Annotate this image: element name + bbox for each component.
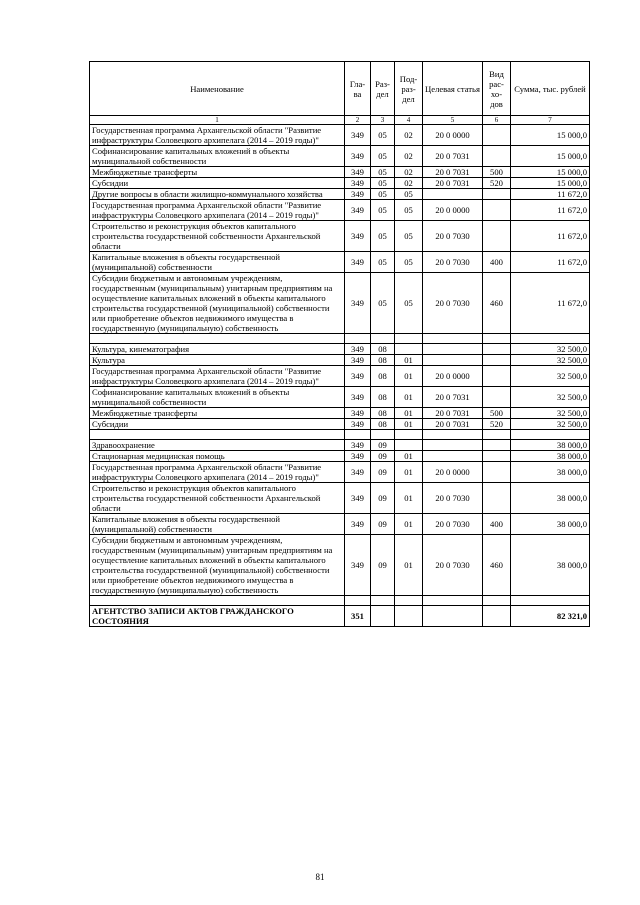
- empty-cell: [345, 596, 371, 606]
- row-section-cell: 09: [371, 535, 395, 596]
- row-section-cell: 05: [371, 178, 395, 189]
- row-expense-type-cell: 400: [483, 514, 511, 535]
- table-row: [90, 355, 590, 366]
- row-expense-type-cell: [483, 146, 511, 167]
- row-sum-cell: 32 500,0: [511, 387, 590, 408]
- empty-cell: [371, 334, 395, 344]
- row-chapter-cell: 349: [345, 167, 371, 178]
- row-section-cell: 08: [371, 366, 395, 387]
- row-expense-type-cell: 460: [483, 535, 511, 596]
- row-sum-cell: 11 672,0: [511, 221, 590, 252]
- row-subsection-cell: 01: [395, 483, 423, 514]
- row-sum-cell: 82 321,0: [511, 606, 590, 627]
- table-row: [90, 440, 590, 451]
- row-sum-cell: 15 000,0: [511, 146, 590, 167]
- column-number: 5: [423, 116, 483, 125]
- row-subsection-cell: [395, 606, 423, 627]
- row-expense-type-cell: [483, 344, 511, 355]
- empty-cell: [90, 334, 345, 344]
- row-sum-cell: 32 500,0: [511, 344, 590, 355]
- row-expense-type-cell: [483, 355, 511, 366]
- row-sum-cell: 38 000,0: [511, 451, 590, 462]
- row-target-article-cell: 20 0 7030: [423, 483, 483, 514]
- row-subsection-cell: [395, 344, 423, 355]
- empty-cell: [90, 430, 345, 440]
- row-section-cell: 09: [371, 462, 395, 483]
- empty-cell: [423, 430, 483, 440]
- row-name-cell: Другие вопросы в области жилищно-коммунального хозяйства: [90, 189, 345, 200]
- empty-cell: [511, 334, 590, 344]
- row-subsection-cell: 01: [395, 419, 423, 430]
- table-row: [90, 178, 590, 189]
- table-row: [90, 366, 590, 387]
- row-target-article-cell: 20 0 7030: [423, 514, 483, 535]
- row-section-cell: 05: [371, 200, 395, 221]
- row-sum-cell: 38 000,0: [511, 514, 590, 535]
- empty-cell: [371, 596, 395, 606]
- row-chapter-cell: 349: [345, 514, 371, 535]
- table-row: [90, 146, 590, 167]
- row-name-cell: Строительство и реконструкция объектов капитального строительства государственной собственности Архангельской области: [90, 483, 345, 514]
- row-expense-type-cell: [483, 125, 511, 146]
- row-section-cell: 09: [371, 483, 395, 514]
- row-target-article-cell: 20 0 0000: [423, 200, 483, 221]
- row-section-cell: 09: [371, 514, 395, 535]
- row-sum-cell: 11 672,0: [511, 252, 590, 273]
- table-row: [90, 451, 590, 462]
- row-sum-cell: 11 672,0: [511, 200, 590, 221]
- spacer-row: [90, 334, 590, 344]
- table-row: [90, 344, 590, 355]
- row-sum-cell: 15 000,0: [511, 125, 590, 146]
- row-subsection-cell: 01: [395, 451, 423, 462]
- table-row: [90, 125, 590, 146]
- row-section-cell: 08: [371, 344, 395, 355]
- row-section-cell: 08: [371, 355, 395, 366]
- table-row: [90, 273, 590, 334]
- row-name-cell: Стационарная медицинская помощь: [90, 451, 345, 462]
- row-expense-type-cell: [483, 440, 511, 451]
- row-name-cell: Культура: [90, 355, 345, 366]
- row-target-article-cell: 20 0 7030: [423, 252, 483, 273]
- row-expense-type-cell: [483, 451, 511, 462]
- row-sum-cell: 32 500,0: [511, 419, 590, 430]
- row-chapter-cell: 349: [345, 146, 371, 167]
- row-subsection-cell: 02: [395, 125, 423, 146]
- row-name-cell: АГЕНТСТВО ЗАПИСИ АКТОВ ГРАЖДАНСКОГО СОСТОЯНИЯ: [90, 606, 345, 627]
- header-target-article: Целевая статья: [423, 62, 483, 116]
- empty-cell: [345, 430, 371, 440]
- row-subsection-cell: 01: [395, 535, 423, 596]
- row-target-article-cell: [423, 189, 483, 200]
- table-row: [90, 483, 590, 514]
- row-sum-cell: 11 672,0: [511, 189, 590, 200]
- row-section-cell: [371, 606, 395, 627]
- row-expense-type-cell: 500: [483, 408, 511, 419]
- row-section-cell: 05: [371, 273, 395, 334]
- row-section-cell: 05: [371, 221, 395, 252]
- row-name-cell: Строительство и реконструкция объектов капитального строительства государственной собственности Архангельской области: [90, 221, 345, 252]
- row-target-article-cell: [423, 440, 483, 451]
- row-name-cell: Субсидии бюджетным и автономным учреждениям, государственным (муниципальным) унитарным предприятиям на осуществление капитальных вложений в объекты капитального строительства государственной (муниципальной) собственности или приобретение объектов недвижимого имущества в государственную (муниципальную) собственность: [90, 535, 345, 596]
- row-target-article-cell: 20 0 7031: [423, 408, 483, 419]
- row-chapter-cell: 349: [345, 419, 371, 430]
- row-section-cell: 05: [371, 146, 395, 167]
- row-sum-cell: 15 000,0: [511, 178, 590, 189]
- row-expense-type-cell: [483, 366, 511, 387]
- empty-cell: [423, 334, 483, 344]
- header-expense-type: Вид рас-хо-дов: [483, 62, 511, 116]
- row-subsection-cell: 05: [395, 200, 423, 221]
- header-name: Наименование: [90, 62, 345, 116]
- table-row: [90, 167, 590, 178]
- empty-cell: [395, 430, 423, 440]
- table-row: [90, 387, 590, 408]
- page-number: 81: [315, 872, 325, 882]
- table-header-row: [90, 62, 590, 116]
- row-subsection-cell: 02: [395, 146, 423, 167]
- row-name-cell: Государственная программа Архангельской области "Развитие инфраструктуры Соловецкого архипелага (2014 – 2019 годы)": [90, 125, 345, 146]
- row-subsection-cell: [395, 440, 423, 451]
- row-subsection-cell: 02: [395, 178, 423, 189]
- row-target-article-cell: [423, 355, 483, 366]
- row-target-article-cell: 20 0 0000: [423, 366, 483, 387]
- empty-cell: [395, 334, 423, 344]
- row-expense-type-cell: 520: [483, 419, 511, 430]
- table-row: [90, 514, 590, 535]
- row-section-cell: 05: [371, 125, 395, 146]
- table-body: [90, 125, 590, 627]
- row-name-cell: Субсидии: [90, 178, 345, 189]
- row-section-cell: 05: [371, 189, 395, 200]
- column-number: 1: [90, 116, 345, 125]
- table-row: [90, 189, 590, 200]
- row-name-cell: Межбюджетные трансферты: [90, 167, 345, 178]
- row-expense-type-cell: 520: [483, 178, 511, 189]
- row-name-cell: Государственная программа Архангельской области "Развитие инфраструктуры Соловецкого архипелага (2014 – 2019 годы)": [90, 462, 345, 483]
- row-chapter-cell: 349: [345, 408, 371, 419]
- row-sum-cell: 15 000,0: [511, 167, 590, 178]
- row-section-cell: 05: [371, 252, 395, 273]
- row-chapter-cell: 349: [345, 387, 371, 408]
- row-sum-cell: 32 500,0: [511, 355, 590, 366]
- table-row: [90, 462, 590, 483]
- row-expense-type-cell: [483, 387, 511, 408]
- row-expense-type-cell: [483, 606, 511, 627]
- table-row: [90, 221, 590, 252]
- row-chapter-cell: 349: [345, 178, 371, 189]
- header-chapter: Гла-ва: [345, 62, 371, 116]
- row-name-cell: Капитальные вложения в объекты государственной (муниципальной) собственности: [90, 514, 345, 535]
- table-row: [90, 606, 590, 627]
- table-row: [90, 200, 590, 221]
- row-target-article-cell: 20 0 7031: [423, 146, 483, 167]
- row-subsection-cell: 01: [395, 462, 423, 483]
- budget-table: [89, 61, 590, 627]
- row-chapter-cell: 349: [345, 344, 371, 355]
- row-chapter-cell: 349: [345, 462, 371, 483]
- row-target-article-cell: [423, 344, 483, 355]
- row-chapter-cell: 349: [345, 366, 371, 387]
- row-target-article-cell: 20 0 7031: [423, 167, 483, 178]
- column-number: 4: [395, 116, 423, 125]
- header-sum: Сумма, тыс. рублей: [511, 62, 590, 116]
- row-subsection-cell: 01: [395, 408, 423, 419]
- row-target-article-cell: [423, 606, 483, 627]
- column-number: 2: [345, 116, 371, 125]
- row-chapter-cell: 349: [345, 451, 371, 462]
- row-sum-cell: 38 000,0: [511, 440, 590, 451]
- header-subsection: Под-раз-дел: [395, 62, 423, 116]
- row-section-cell: 09: [371, 451, 395, 462]
- empty-cell: [483, 596, 511, 606]
- row-sum-cell: 11 672,0: [511, 273, 590, 334]
- row-name-cell: Культура, кинематография: [90, 344, 345, 355]
- empty-cell: [423, 596, 483, 606]
- row-name-cell: Государственная программа Архангельской области "Развитие инфраструктуры Соловецкого архипелага (2014 – 2019 годы)": [90, 200, 345, 221]
- row-chapter-cell: 349: [345, 273, 371, 334]
- row-expense-type-cell: [483, 221, 511, 252]
- row-target-article-cell: 20 0 7031: [423, 387, 483, 408]
- row-target-article-cell: 20 0 7031: [423, 178, 483, 189]
- empty-cell: [511, 430, 590, 440]
- row-target-article-cell: 20 0 0000: [423, 125, 483, 146]
- row-section-cell: 08: [371, 387, 395, 408]
- row-expense-type-cell: 500: [483, 167, 511, 178]
- row-section-cell: 09: [371, 440, 395, 451]
- column-number-row: [90, 116, 590, 125]
- row-chapter-cell: 349: [345, 440, 371, 451]
- column-number: 7: [511, 116, 590, 125]
- header-section: Раз-дел: [371, 62, 395, 116]
- row-sum-cell: 32 500,0: [511, 366, 590, 387]
- empty-cell: [511, 596, 590, 606]
- row-target-article-cell: 20 0 7030: [423, 221, 483, 252]
- row-name-cell: Государственная программа Архангельской области "Развитие инфраструктуры Соловецкого архипелага (2014 – 2019 годы)": [90, 366, 345, 387]
- row-subsection-cell: 05: [395, 221, 423, 252]
- row-section-cell: 05: [371, 167, 395, 178]
- empty-cell: [483, 334, 511, 344]
- row-target-article-cell: 20 0 7030: [423, 535, 483, 596]
- row-expense-type-cell: [483, 483, 511, 514]
- row-chapter-cell: 349: [345, 125, 371, 146]
- row-subsection-cell: 01: [395, 366, 423, 387]
- row-subsection-cell: 01: [395, 387, 423, 408]
- row-subsection-cell: 05: [395, 189, 423, 200]
- row-sum-cell: 38 000,0: [511, 462, 590, 483]
- row-chapter-cell: 349: [345, 535, 371, 596]
- row-target-article-cell: 20 0 7031: [423, 419, 483, 430]
- row-name-cell: Здравоохранение: [90, 440, 345, 451]
- row-section-cell: 08: [371, 408, 395, 419]
- spacer-row: [90, 596, 590, 606]
- empty-cell: [345, 334, 371, 344]
- row-expense-type-cell: 400: [483, 252, 511, 273]
- table-row: [90, 408, 590, 419]
- row-expense-type-cell: 460: [483, 273, 511, 334]
- row-chapter-cell: 351: [345, 606, 371, 627]
- empty-cell: [371, 430, 395, 440]
- row-target-article-cell: 20 0 0000: [423, 462, 483, 483]
- row-sum-cell: 38 000,0: [511, 483, 590, 514]
- row-name-cell: Субсидии бюджетным и автономным учреждениям, государственным (муниципальным) унитарным предприятиям на осуществление капитальных вложений в объекты капитального строительства государственной (муниципальной) собственности или приобретение объектов недвижимого имущества в государственную (муниципальную) собственность: [90, 273, 345, 334]
- empty-cell: [483, 430, 511, 440]
- table-row: [90, 252, 590, 273]
- row-section-cell: 08: [371, 419, 395, 430]
- row-sum-cell: 38 000,0: [511, 535, 590, 596]
- spacer-row: [90, 430, 590, 440]
- row-target-article-cell: [423, 451, 483, 462]
- row-name-cell: Субсидии: [90, 419, 345, 430]
- row-chapter-cell: 349: [345, 189, 371, 200]
- column-number: 6: [483, 116, 511, 125]
- table-row: [90, 535, 590, 596]
- table-row: [90, 419, 590, 430]
- row-chapter-cell: 349: [345, 483, 371, 514]
- row-chapter-cell: 349: [345, 221, 371, 252]
- row-expense-type-cell: [483, 200, 511, 221]
- row-target-article-cell: 20 0 7030: [423, 273, 483, 334]
- row-subsection-cell: 01: [395, 514, 423, 535]
- row-sum-cell: 32 500,0: [511, 408, 590, 419]
- row-name-cell: Межбюджетные трансферты: [90, 408, 345, 419]
- row-chapter-cell: 349: [345, 200, 371, 221]
- empty-cell: [90, 596, 345, 606]
- row-subsection-cell: 02: [395, 167, 423, 178]
- row-name-cell: Софинансирование капитальных вложений в объекты муниципальной собственности: [90, 387, 345, 408]
- row-expense-type-cell: [483, 462, 511, 483]
- row-expense-type-cell: [483, 189, 511, 200]
- row-subsection-cell: 05: [395, 252, 423, 273]
- row-chapter-cell: 349: [345, 355, 371, 366]
- row-subsection-cell: 01: [395, 355, 423, 366]
- row-chapter-cell: 349: [345, 252, 371, 273]
- row-name-cell: Капитальные вложения в объекты государственной (муниципальной) собственности: [90, 252, 345, 273]
- column-number: 3: [371, 116, 395, 125]
- row-subsection-cell: 05: [395, 273, 423, 334]
- empty-cell: [395, 596, 423, 606]
- row-name-cell: Софинансирование капитальных вложений в объекты муниципальной собственности: [90, 146, 345, 167]
